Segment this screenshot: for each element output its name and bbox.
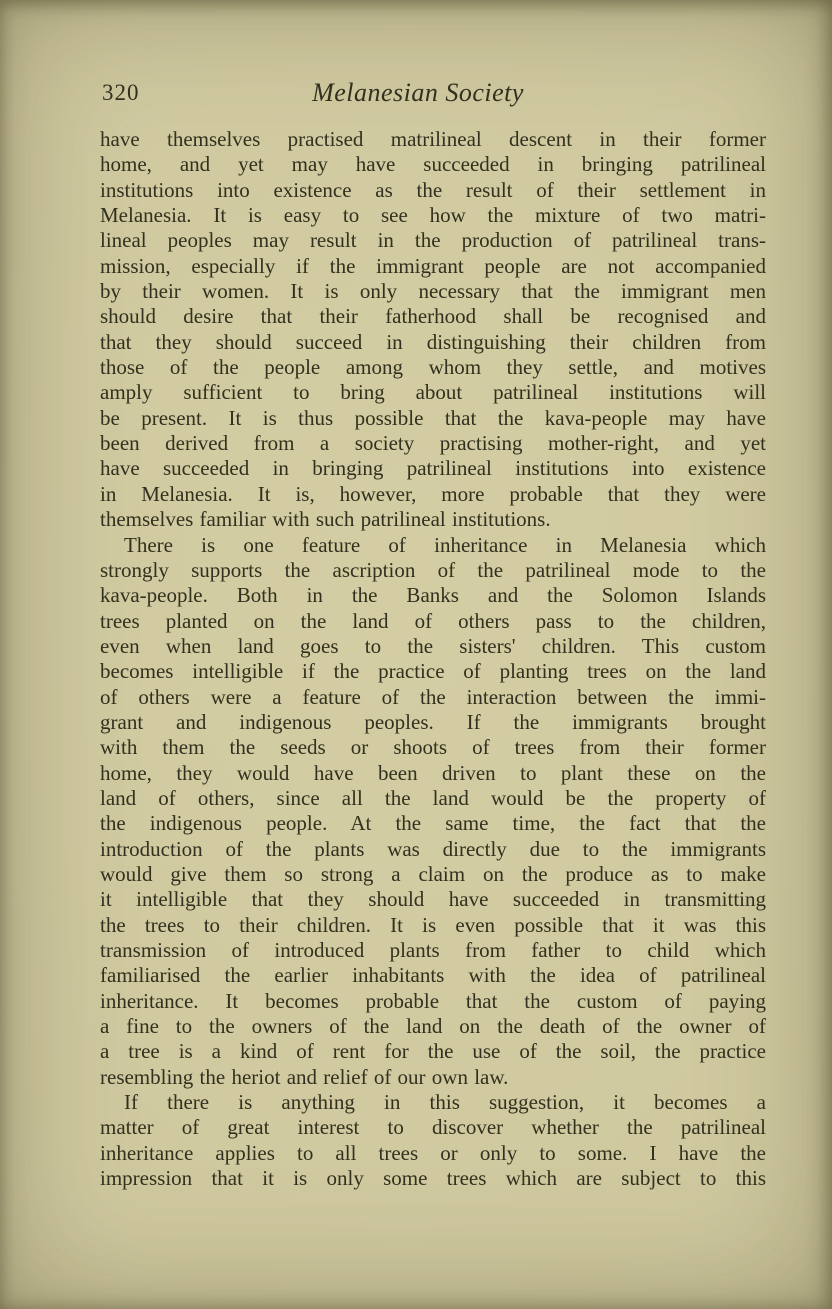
text-line: have themselves practised matrilineal descent in their former bbox=[100, 127, 766, 151]
text-line: matter of great interest to discover whether the patrilineal bbox=[100, 1115, 766, 1140]
text-line: those of the people among whom they settle, and motives bbox=[100, 355, 766, 380]
text-line: trees planted on the land of others pass to the children, bbox=[100, 608, 766, 633]
text-line: land of others, since all the land would be the property of bbox=[100, 785, 766, 810]
text-line: been derived from a society practising mother-right, and yet bbox=[100, 431, 766, 456]
text-line: even when land goes to the sisters' children. This custom bbox=[100, 633, 766, 658]
text-line: amply sufficient to bring about patrilineal institutions will bbox=[100, 380, 766, 405]
text-line: kava-people. Both in the Banks and the Solomon Islands bbox=[100, 583, 766, 608]
text-line: inheritance applies to all trees or only to some. I have the bbox=[100, 1140, 766, 1165]
text-line: institutions into existence as the result of their settlement in bbox=[100, 177, 766, 202]
text-line: lineal peoples may result in the production of patrilineal trans- bbox=[100, 228, 766, 253]
text-line: with them the seeds or shoots of trees from their former bbox=[100, 735, 766, 760]
text-line: There is one feature of inheritance in Melanesia which bbox=[124, 532, 766, 557]
text-line: would give them so strong a claim on the produce as to make bbox=[100, 861, 766, 886]
text-line: introduction of the plants was directly due to the immigrants bbox=[100, 836, 766, 861]
text-line: becomes intelligible if the practice of planting trees on the land bbox=[100, 659, 766, 684]
text-line: a fine to the owners of the land on the death of the owner of bbox=[100, 1014, 766, 1039]
text-line: in Melanesia. It is, however, more probable that they were bbox=[100, 481, 766, 506]
text-line: mission, especially if the immigrant people are not accompanied bbox=[100, 253, 766, 278]
page-number: 320 bbox=[102, 80, 140, 105]
text-line: the indigenous people. At the same time, the fact that the bbox=[100, 811, 766, 836]
text-line: home, and yet may have succeeded in bringing patrilineal bbox=[100, 152, 766, 177]
text-line: If there is anything in this suggestion, it becomes a bbox=[124, 1090, 766, 1115]
text-line: it intelligible that they should have succeeded in transmitting bbox=[100, 887, 766, 912]
text-line: themselves familiar with such patrilineal institutions. bbox=[100, 507, 551, 532]
text-line: home, they would have been driven to plant these on the bbox=[100, 760, 766, 785]
text-line: have succeeded in bringing patrilineal institutions into existence bbox=[100, 456, 766, 481]
text-line: should desire that their fatherhood shall be recognised and bbox=[100, 304, 766, 329]
text-line: impression that it is only some trees which are subject to this bbox=[100, 1166, 766, 1191]
text-line: inheritance. It becomes probable that the custom of paying bbox=[100, 988, 766, 1013]
text-line: by their women. It is only necessary that the immigrant men bbox=[100, 279, 766, 304]
text-line: resembling the heriot and relief of our own law. bbox=[100, 1064, 509, 1089]
running-head: Melanesian Society bbox=[312, 78, 524, 107]
text-line: of others were a feature of the interaction between the immi- bbox=[100, 684, 766, 709]
page-header bbox=[100, 78, 766, 112]
text-line: Melanesia. It is easy to see how the mixture of two matri- bbox=[100, 203, 766, 228]
text-line: transmission of introduced plants from father to child which bbox=[100, 938, 766, 962]
text-line: strongly supports the ascription of the patrilineal mode to the bbox=[100, 557, 766, 582]
text-line: the trees to their children. It is even possible that it was this bbox=[100, 912, 766, 937]
text-line: be present. It is thus possible that the kava-people may have bbox=[100, 405, 766, 430]
text-line: that they should succeed in distinguishing their children from bbox=[100, 329, 766, 354]
text-line: a tree is a kind of rent for the use of the soil, the practice bbox=[100, 1039, 766, 1064]
page-body bbox=[100, 127, 766, 1191]
text-line: grant and indigenous peoples. If the immigrants brought bbox=[100, 709, 766, 734]
text-line: familiarised the earlier inhabitants with the idea of patrilineal bbox=[100, 963, 766, 988]
